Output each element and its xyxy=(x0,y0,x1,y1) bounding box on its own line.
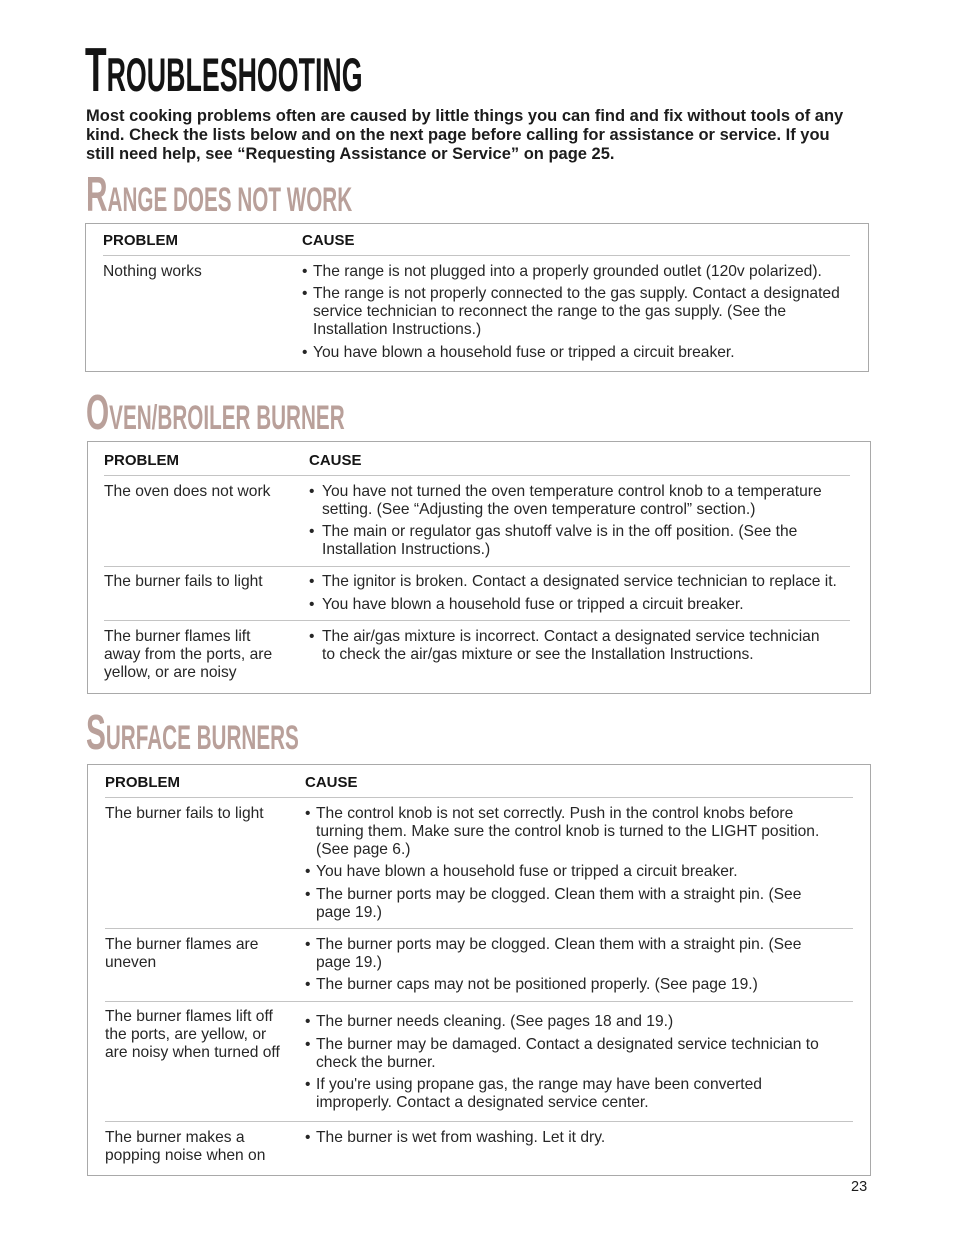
table-row xyxy=(105,1121,853,1171)
cause-list xyxy=(309,483,850,560)
section-heading-oven-broiler-burner: OVEN/BROILER BURNER xyxy=(86,385,345,440)
cause-item: • The burner caps may not be positioned properly. (See page 19.) xyxy=(305,976,853,994)
table-row xyxy=(105,1001,853,1122)
cause-item: • The burner ports may be clogged. Clean them with a straight pin. (See page 19.) xyxy=(305,886,853,922)
cause-list xyxy=(309,573,850,614)
cause-list xyxy=(305,1129,853,1165)
cause-item: • The control knob is not set correctly. Push in the control knobs before turning them. Make sure the control knob is turned to the LIGHT position. (See page 6.) xyxy=(305,805,853,859)
section-heading-surface-burners: SURFACE BURNERS xyxy=(86,705,299,760)
column-header-cause: CAUSE xyxy=(309,452,362,469)
cause-list xyxy=(302,263,850,362)
problem-cell: The burner fails to light xyxy=(104,573,263,590)
cause-item: • The air/gas mixture is incorrect. Contact a designated service technician to check the air/gas mixture or see the Installation Instructions. xyxy=(309,628,850,664)
troubleshooting-table-oven xyxy=(87,441,871,694)
section-heading-range-does-not-work: RANGE DOES NOT WORK xyxy=(86,167,353,222)
table-header-row xyxy=(103,232,850,256)
column-header-problem: PROBLEM xyxy=(105,774,180,791)
table-row xyxy=(104,476,850,566)
table-row xyxy=(104,566,850,621)
cause-item: • You have not turned the oven temperature control knob to a temperature setting. (See “Adjusting the oven temperature control” section.) xyxy=(309,483,850,519)
table-row xyxy=(105,798,853,928)
cause-item: • The main or regulator gas shutoff valve is in the off position. (See the Installation Instructions.) xyxy=(309,523,850,559)
problem-cell: The burner makes a popping noise when on xyxy=(105,1128,266,1164)
cause-item: • You have blown a household fuse or tripped a circuit breaker. xyxy=(309,596,850,614)
cause-item: • The burner needs cleaning. (See pages 18 and 19.) xyxy=(305,1013,853,1031)
table-row xyxy=(105,928,853,1001)
cause-item: • The ignitor is broken. Contact a designated service technician to replace it. xyxy=(309,573,850,591)
cause-list xyxy=(305,805,853,922)
cause-list xyxy=(305,1008,853,1112)
problem-cell: The burner flames lift away from the ports, are yellow, or are noisy xyxy=(104,627,273,681)
table-row xyxy=(104,620,850,688)
cause-item: • The burner may be damaged. Contact a designated service technician to check the burner. xyxy=(305,1036,853,1072)
problem-cell: The oven does not work xyxy=(104,482,271,500)
cause-item: • The range is not plugged into a properly grounded outlet (120v polarized). xyxy=(302,263,850,281)
column-header-cause: CAUSE xyxy=(302,232,355,249)
table-header-row xyxy=(104,452,850,476)
problem-cell: The burner flames lift off the ports, are yellow, or are noisy when turned off xyxy=(105,1008,280,1061)
problem-cell: The burner flames are uneven xyxy=(105,935,259,971)
cause-list xyxy=(305,936,853,995)
table-header-row xyxy=(105,774,853,798)
table-row xyxy=(103,256,850,368)
page-title: TROUBLESHOOTING xyxy=(85,35,363,105)
cause-item: • If you're using propane gas, the range may have been converted improperly. Contact a designated service center. xyxy=(305,1076,853,1112)
page-number: 23 xyxy=(851,1179,868,1195)
intro-paragraph: Most cooking problems often are caused by little things you can find and fix without tools of any kind. Check the lists below and on the next page before calling for assistance or service. If you still need help, see “Requesting Assistance or Service” on page 25. xyxy=(86,106,844,163)
problem-cell: Nothing works xyxy=(103,262,202,280)
column-header-cause: CAUSE xyxy=(305,774,358,791)
cause-item: • The range is not properly connected to the gas supply. Contact a designated service technician to reconnect the range to the gas supply. (See the Installation Instructions.) xyxy=(302,285,850,339)
column-header-problem: PROBLEM xyxy=(103,232,178,249)
troubleshooting-table-surface xyxy=(87,764,871,1176)
cause-item: • You have blown a household fuse or tripped a circuit breaker. xyxy=(305,863,853,881)
cause-list xyxy=(309,628,850,682)
cause-item: • The burner ports may be clogged. Clean them with a straight pin. (See page 19.) xyxy=(305,936,853,972)
column-header-problem: PROBLEM xyxy=(104,452,179,469)
problem-cell: The burner fails to light xyxy=(105,804,264,822)
cause-item: • You have blown a household fuse or tripped a circuit breaker. xyxy=(302,344,850,362)
troubleshooting-table-range xyxy=(85,223,869,372)
cause-item: • The burner is wet from washing. Let it dry. xyxy=(305,1129,853,1147)
